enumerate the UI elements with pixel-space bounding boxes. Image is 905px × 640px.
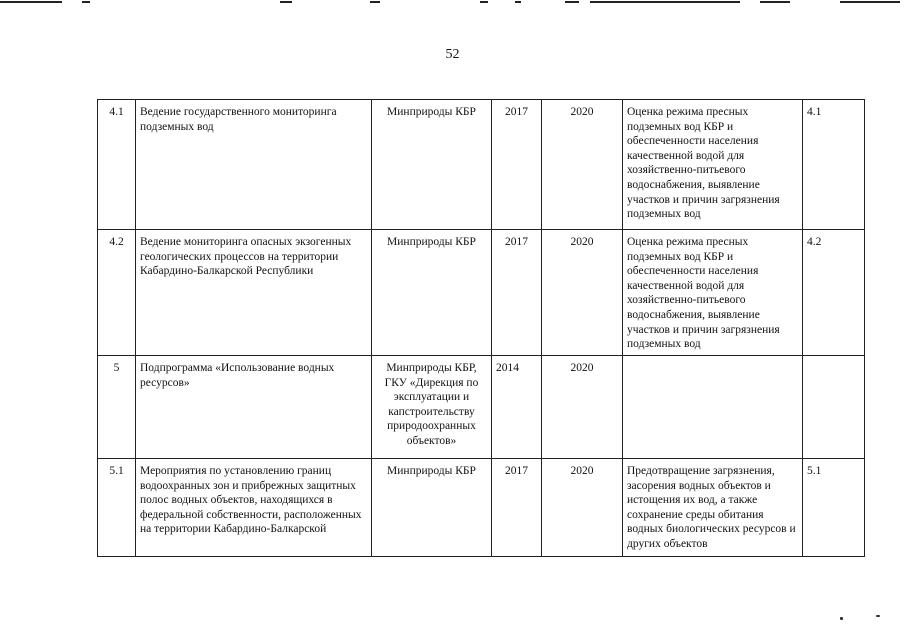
scan-top-edge-marks <box>0 0 905 6</box>
scan-mark <box>565 1 579 3</box>
reference-number: 5.1 <box>803 459 865 557</box>
end-year: 2020 <box>542 100 623 230</box>
row-number: 4.1 <box>98 100 136 230</box>
start-year: 2014 <box>492 356 542 459</box>
executor: Минприроды КБР, ГКУ «Дирекция по эксплуатации и капстроительству природоохранных объектов» <box>372 356 492 459</box>
scan-mark <box>840 1 900 3</box>
program-activities-table <box>97 99 865 557</box>
table-row <box>98 356 865 459</box>
end-year: 2020 <box>542 459 623 557</box>
executor: Минприроды КБР <box>372 230 492 356</box>
page-number: 52 <box>445 47 460 62</box>
scan-speck <box>876 615 880 617</box>
executor: Минприроды КБР <box>372 459 492 557</box>
table-row <box>98 100 865 230</box>
executor: Минприроды КБР <box>372 100 492 230</box>
start-year: 2017 <box>492 230 542 356</box>
expected-result: Оценка режима пресных подземных вод КБР и обеспеченности населения качественной водой для хозяйственно-питьевого водоснабжения, выявление участков и причин загрязнения подземных вод <box>623 230 803 356</box>
reference-number <box>803 356 865 459</box>
expected-result <box>623 356 803 459</box>
activity-name: Мероприятия по установлению границ водоохранных зон и прибрежных защитных полос водных объектов, находящихся в федеральной собственности, расположенных на территории Кабардино-Балкарской <box>136 459 372 557</box>
expected-result: Предотвращение загрязнения, засорения водных объектов и истощения их вод, а также сохранение среды обитания водных биологических ресурсов и других объектов <box>623 459 803 557</box>
scan-mark <box>82 1 90 3</box>
row-number: 4.2 <box>98 230 136 356</box>
scan-mark <box>480 1 488 3</box>
row-number: 5 <box>98 356 136 459</box>
scan-mark <box>0 1 62 3</box>
scan-mark <box>760 1 790 3</box>
reference-number: 4.1 <box>803 100 865 230</box>
activity-name: Ведение государственного мониторинга подземных вод <box>136 100 372 230</box>
scan-mark <box>590 1 740 3</box>
end-year: 2020 <box>542 356 623 459</box>
table-row <box>98 230 865 356</box>
row-number: 5.1 <box>98 459 136 557</box>
scan-mark <box>370 1 380 3</box>
start-year: 2017 <box>492 459 542 557</box>
scan-mark <box>515 1 521 3</box>
activity-name: Ведение мониторинга опасных экзогенных геологических процессов на территории Кабардино-Балкарской Республики <box>136 230 372 356</box>
reference-number: 4.2 <box>803 230 865 356</box>
end-year: 2020 <box>542 230 623 356</box>
expected-result: Оценка режима пресных подземных вод КБР и обеспеченности населения качественной водой для хозяйственно-питьевого водоснабжения, выявление участков и причин загрязнения подземных вод <box>623 100 803 230</box>
scan-mark <box>280 1 292 3</box>
scan-speck <box>840 617 843 620</box>
table-row <box>98 459 865 557</box>
start-year: 2017 <box>492 100 542 230</box>
activity-name: Подпрограмма «Использование водных ресурсов» <box>136 356 372 459</box>
